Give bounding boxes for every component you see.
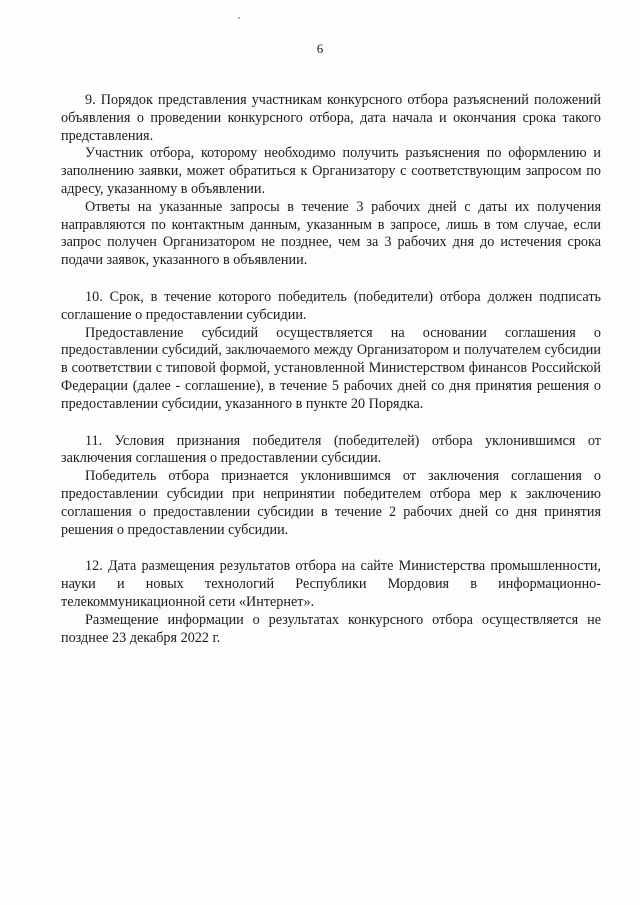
section-9-heading: 9. Порядок представления участникам конкурсного отбора разъяснений положений объявления о проведении конкурсного отбора, дата начала и окончания срока такого представления. — [61, 92, 601, 144]
section-11-heading: 11. Условия признания победителя (победителей) отбора уклонившимся от заключения соглашения о предоставлении субсидии. — [61, 432, 601, 467]
page-number: 6 — [316, 41, 324, 56]
section-10 — [61, 289, 601, 414]
section-12-heading: 12. Дата размещения результатов отбора на сайте Министерства промышленности, науки и новых технологий Республики Мордовия в информационно-телекоммуникационной сети «Интернет». — [61, 558, 601, 610]
section-12 — [61, 558, 601, 647]
paragraph: Участник отбора, которому необходимо получить разъяснения по оформлению и заполнению заявки, может обратиться к Организатору с соответствующим запросом по адресу, указанному в объявлении. — [61, 145, 601, 197]
scan-speck — [238, 17, 240, 19]
section-10-heading: 10. Срок, в течение которого победитель (победители) отбора должен подписать соглашение о предоставлении субсидии. — [61, 288, 601, 323]
document-body — [61, 92, 601, 666]
section-11 — [61, 433, 601, 540]
paragraph: Предоставление субсидий осуществляется на основании соглашения о предоставлении субсидий, заключаемого между Организатором и получателем субсидии в соответствии с типовой формой, установленной Министерством финансов Российской Федерации (далее - соглашение), в течение 5 рабочих дней со дня принятия решения о предоставлении субсидии, указанного в пункте 20 Порядка. — [61, 324, 601, 412]
paragraph: Победитель отбора признается уклонившимся от заключения соглашения о предоставлении субсидии при непринятии победителем отбора мер к заключению соглашения о предоставлении субсидии в течение 2 рабочих дней со дня принятия решения о предоставлении субсидии. — [61, 468, 601, 538]
paragraph: Размещение информации о результатах конкурсного отбора осуществляется не позднее 23 декабря 2022 г. — [61, 611, 601, 646]
paragraph: Ответы на указанные запросы в течение 3 рабочих дней с даты их получения направляются по контактным данным, указанным в запросе, лишь в том случае, если запрос получен Организатором не позднее, чем за 3 рабочих дня до истечения срока подачи заявок, указанного в объявлении. — [61, 198, 601, 269]
section-9 — [61, 92, 601, 270]
